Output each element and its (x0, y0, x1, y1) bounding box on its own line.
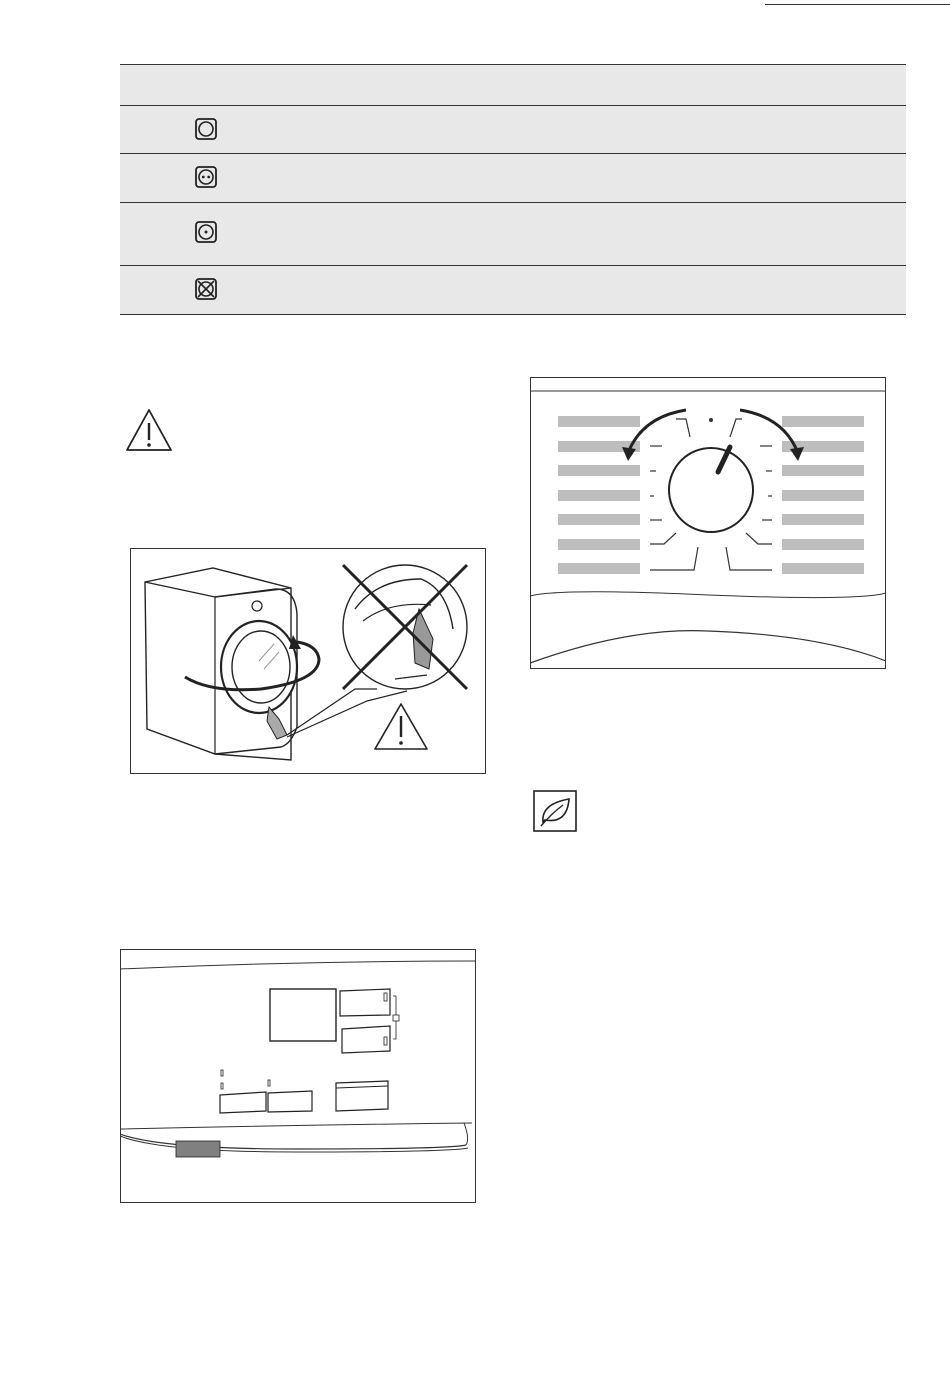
eco-leaf-icon (533, 790, 577, 832)
control-panel-display-illustration (120, 949, 476, 1203)
tumble-dry-symbol-table (120, 64, 906, 315)
table-row (120, 153, 906, 202)
table-row (120, 202, 906, 265)
do-not-tumble-dry-icon (195, 278, 217, 300)
table-header-row (120, 65, 906, 105)
table-row (120, 105, 906, 153)
warning-triangle-icon (124, 407, 174, 453)
dryer-door-open-illustration (130, 548, 486, 774)
page-top-rule (765, 4, 950, 5)
table-row (120, 265, 906, 315)
tumble-dry-normal-heat-icon (195, 166, 217, 188)
tumble-dry-icon (195, 118, 217, 140)
tumble-dry-low-heat-icon (195, 221, 217, 243)
programme-selector-dial-illustration (530, 377, 886, 669)
